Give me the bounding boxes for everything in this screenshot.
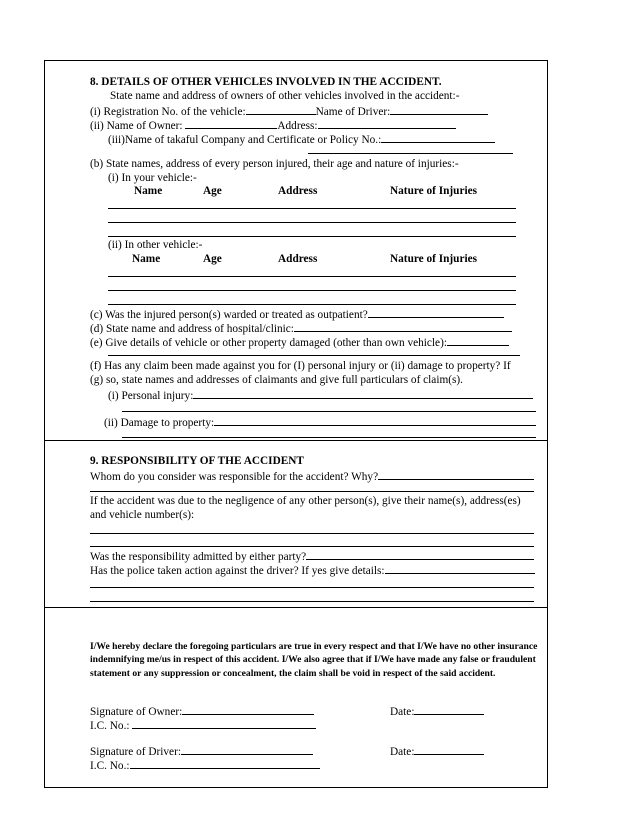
driver-ic-field[interactable] xyxy=(130,757,320,769)
your-vehicle-line[interactable] xyxy=(108,222,516,223)
col-age: Age xyxy=(203,253,222,265)
negligence-question-cont: and vehicle number(s): xyxy=(90,509,195,521)
other-vehicle-line[interactable] xyxy=(108,276,516,277)
col-age: Age xyxy=(203,185,222,197)
section-9-heading: 9. RESPONSIBILITY OF THE ACCIDENT xyxy=(90,455,304,467)
in-your-vehicle-label: (i) In your vehicle:- xyxy=(108,172,197,184)
responsible-row xyxy=(90,468,534,484)
driver-signature-field[interactable] xyxy=(181,743,313,755)
driver-date-row xyxy=(390,743,484,759)
claim-question-g: (g) so, state names and addresses of claimants and give full particulars of claim(s). xyxy=(90,374,463,386)
driver-ic-label: I.C. No.: xyxy=(90,760,130,772)
driver-signature-label: Signature of Driver: xyxy=(90,746,181,758)
col-injuries: Nature of Injuries xyxy=(390,185,478,197)
driver-ic-row xyxy=(90,757,320,773)
admitted-label: Was the responsibility admitted by either party? xyxy=(90,551,307,563)
police-label: Has the police taken action against the driver? If yes give details: xyxy=(90,565,385,577)
personal-injury-line[interactable] xyxy=(122,411,536,412)
section-8-intro: State name and address of owners of other vehicles involved in the accident:- xyxy=(110,90,460,102)
responsible-field[interactable] xyxy=(378,468,534,480)
owner-date-row xyxy=(390,703,484,719)
damage-property-line[interactable] xyxy=(122,437,536,438)
damage-property-label: (ii) Damage to property: xyxy=(104,417,215,429)
your-vehicle-line[interactable] xyxy=(108,236,516,237)
owner-address-label: Address: xyxy=(277,120,318,132)
hospital-field[interactable] xyxy=(294,320,512,332)
outpatient-field[interactable] xyxy=(368,306,504,318)
section-divider xyxy=(44,440,548,441)
owner-ic-row xyxy=(90,717,316,733)
personal-injury-label: (i) Personal injury: xyxy=(108,390,194,402)
registration-field[interactable] xyxy=(246,103,316,115)
property-damage-label: (e) Give details of vehicle or other property damaged (other than own vehicle): xyxy=(90,337,447,349)
damage-property-row xyxy=(104,414,536,430)
takaful-row xyxy=(108,131,495,147)
takaful-label: (iii)Name of takaful Company and Certificate or Policy No.: xyxy=(108,134,382,146)
negligence-line[interactable] xyxy=(90,533,534,534)
col-address: Address xyxy=(278,253,318,265)
other-vehicle-line[interactable] xyxy=(108,290,516,291)
driver-date-label: Date: xyxy=(390,746,415,758)
owner-date-field[interactable] xyxy=(414,703,484,715)
section-8-heading: 8. DETAILS OF OTHER VEHICLES INVOLVED IN THE ACCIDENT. xyxy=(90,76,442,88)
negligence-line[interactable] xyxy=(90,546,534,547)
police-line[interactable] xyxy=(90,587,534,588)
personal-injury-field[interactable] xyxy=(193,387,533,399)
hospital-label: (d) State name and address of hospital/clinic: xyxy=(90,323,294,335)
outpatient-label: (c) Was the injured person(s) warded or treated as outpatient? xyxy=(90,309,368,321)
col-address: Address xyxy=(278,185,318,197)
section-divider xyxy=(44,607,548,608)
damage-property-field[interactable] xyxy=(214,414,536,426)
owner-ic-label: I.C. No.: xyxy=(90,720,133,732)
col-injuries: Nature of Injuries xyxy=(390,253,478,265)
police-field[interactable] xyxy=(385,562,535,574)
responsible-label: Whom do you consider was responsible for the accident? Why? xyxy=(90,471,379,483)
admitted-field[interactable] xyxy=(306,548,534,560)
registration-label: (i) Registration No. of the vehicle: xyxy=(90,106,246,118)
takaful-extra-line[interactable] xyxy=(308,153,513,154)
col-name: Name xyxy=(134,185,163,197)
property-damage-row xyxy=(90,334,509,350)
property-damage-field[interactable] xyxy=(447,334,509,346)
other-vehicle-line[interactable] xyxy=(108,304,516,305)
owner-date-label: Date: xyxy=(390,706,415,718)
takaful-field[interactable] xyxy=(381,131,495,143)
driver-name-label: Name of Driver: xyxy=(315,106,391,118)
driver-date-field[interactable] xyxy=(414,743,484,755)
responsible-line[interactable] xyxy=(90,491,534,492)
police-row xyxy=(90,562,535,578)
negligence-question: If the accident was due to the negligence of any other person(s), give their name(s), address(es) xyxy=(90,495,521,507)
owner-signature-field[interactable] xyxy=(182,703,314,715)
owner-name-field[interactable] xyxy=(185,117,277,129)
claim-question-f: (f) Has any claim been made against you for (I) personal injury or (ii) damage to property? If xyxy=(90,360,511,372)
owner-address-field[interactable] xyxy=(318,117,456,129)
injured-question: (b) State names, address of every person injured, their age and nature of injuries:- xyxy=(90,158,459,170)
owner-ic-field[interactable] xyxy=(132,717,316,729)
property-damage-line[interactable] xyxy=(108,355,520,356)
driver-name-field[interactable] xyxy=(390,103,488,115)
in-other-vehicle-label: (ii) In other vehicle:- xyxy=(108,239,203,251)
your-vehicle-line[interactable] xyxy=(108,208,516,209)
police-line[interactable] xyxy=(90,601,534,602)
owner-signature-label: Signature of Owner: xyxy=(90,706,183,718)
col-name: Name xyxy=(132,253,161,265)
owner-name-label: (ii) Name of Owner: xyxy=(90,120,186,132)
declaration-text: I/We hereby declare the foregoing particulars are true in every respect and that I/We have no other insurance indemnifying me/us in respect of this accident. I/We also agree that if I/We have made any false or fraudulent statement or any suppression or concealment, the claim shall be void in respect of the said accident. xyxy=(90,641,538,679)
personal-injury-row xyxy=(108,387,533,403)
